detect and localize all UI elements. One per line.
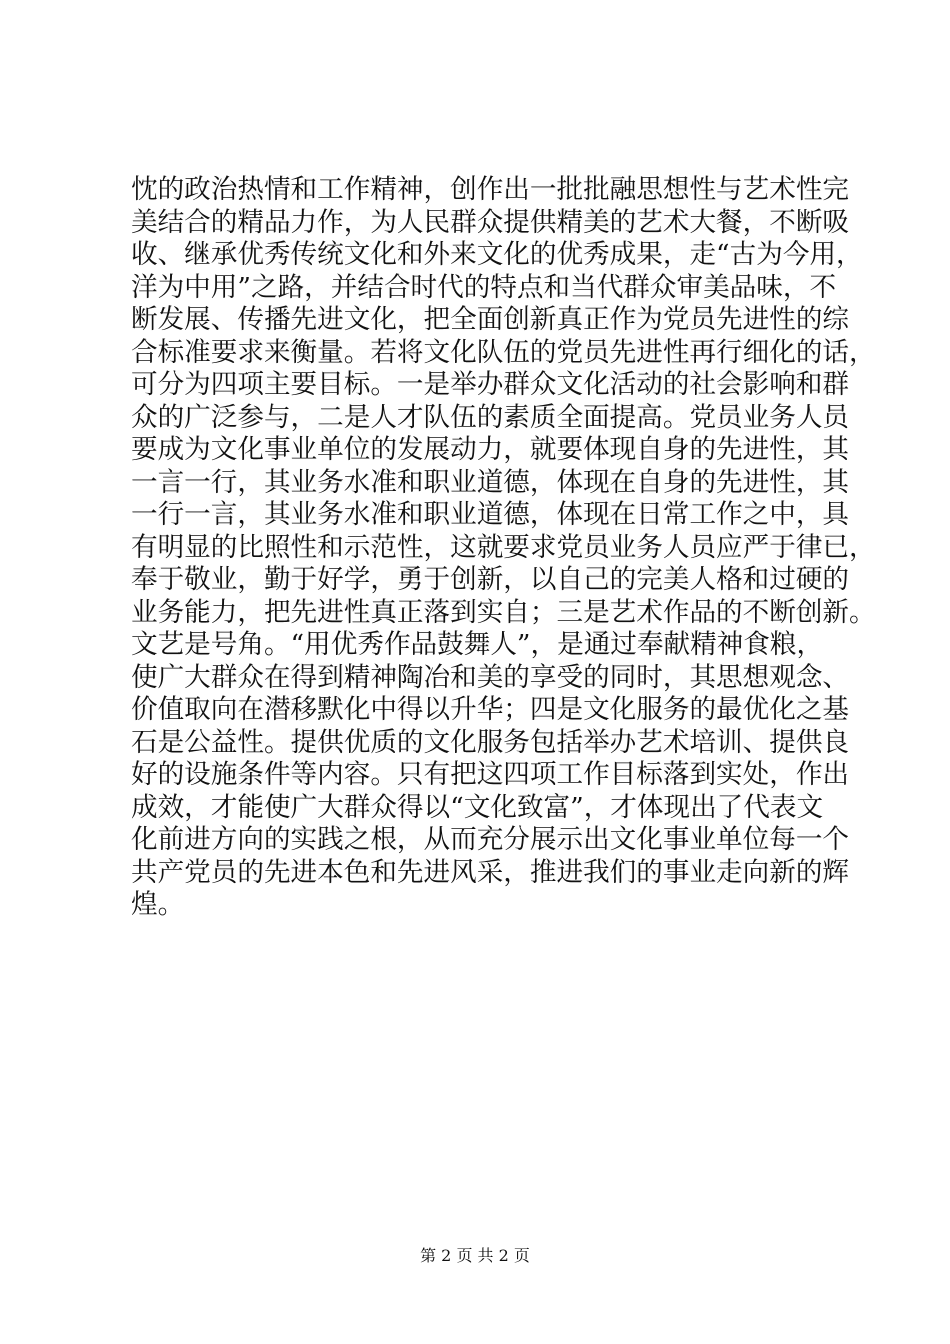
text-line: 奉于敬业，勤于好学，勇于创新，以自己的完美人格和过硬的 [131, 564, 850, 595]
text-line: 成效，才能使广大群众得以“文化致富”，才体现出了代表文 [131, 791, 824, 823]
text-line: 断发展、传播先进文化，把全面创新真正作为党员先进性的综 [131, 304, 850, 335]
text-line: 要成为文化事业单位的发展动力，就要体现自身的先进性，其 [131, 434, 850, 465]
text-line: 洋为中用”之路，并结合时代的特点和当代群众审美品味，不 [131, 271, 837, 303]
text-line: 一言一行，其业务水准和职业道德，体现在自身的先进性，其 [131, 466, 850, 498]
text-line: 众的广泛参与，二是人才队伍的素质全面提高。党员业务人员 [131, 401, 850, 433]
text-line: 好的设施条件等内容。只有把这四项工作目标落到实处，作出 [131, 759, 850, 790]
text-line: 业务能力，把先进性真正落到实自；三是艺术作品的不断创新。 [131, 596, 876, 628]
text-line: 共产党员的先进本色和先进风采，推进我们的事业走向新的辉 [131, 856, 850, 888]
text-line: 可分为四项主要目标。一是举办群众文化活动的社会影响和群 [131, 369, 850, 400]
text-line: 煌。 [131, 889, 185, 920]
text-line: 文艺是号角。“用优秀作品鼓舞人”，是通过奉献精神食粮， [131, 629, 824, 660]
body-paragraph [131, 174, 876, 922]
page-number-footer: 第 2 页 共 2 页 [420, 1246, 530, 1265]
text-line: 有明显的比照性和示范性，这就要求党员业务人员应严于律已， [131, 531, 876, 563]
text-line: 一行一言，其业务水准和职业道德，体现在日常工作之中，具 [131, 499, 850, 530]
text-line: 忱的政治热情和工作精神，创作出一批批融思想性与艺术性完 [131, 174, 850, 205]
text-line: 美结合的精品力作，为人民群众提供精美的艺术大餐，不断吸 [131, 206, 850, 238]
text-line: 价值取向在潜移默化中得以升华；四是文化服务的最优化之基 [131, 694, 850, 725]
text-line: 收、继承优秀传统文化和外来文化的优秀成果，走“古为今用， [131, 239, 863, 270]
text-line: 合标准要求来衡量。若将文化队伍的党员先进性再行细化的话， [131, 336, 876, 368]
text-line: 石是公益性。提供优质的文化服务包括举办艺术培训、提供良 [131, 726, 850, 758]
text-line: 化前进方向的实践之根，从而充分展示出文化事业单位每一个 [131, 824, 850, 855]
text-line: 使广大群众在得到精神陶冶和美的享受的同时，其思想观念、 [131, 661, 850, 693]
